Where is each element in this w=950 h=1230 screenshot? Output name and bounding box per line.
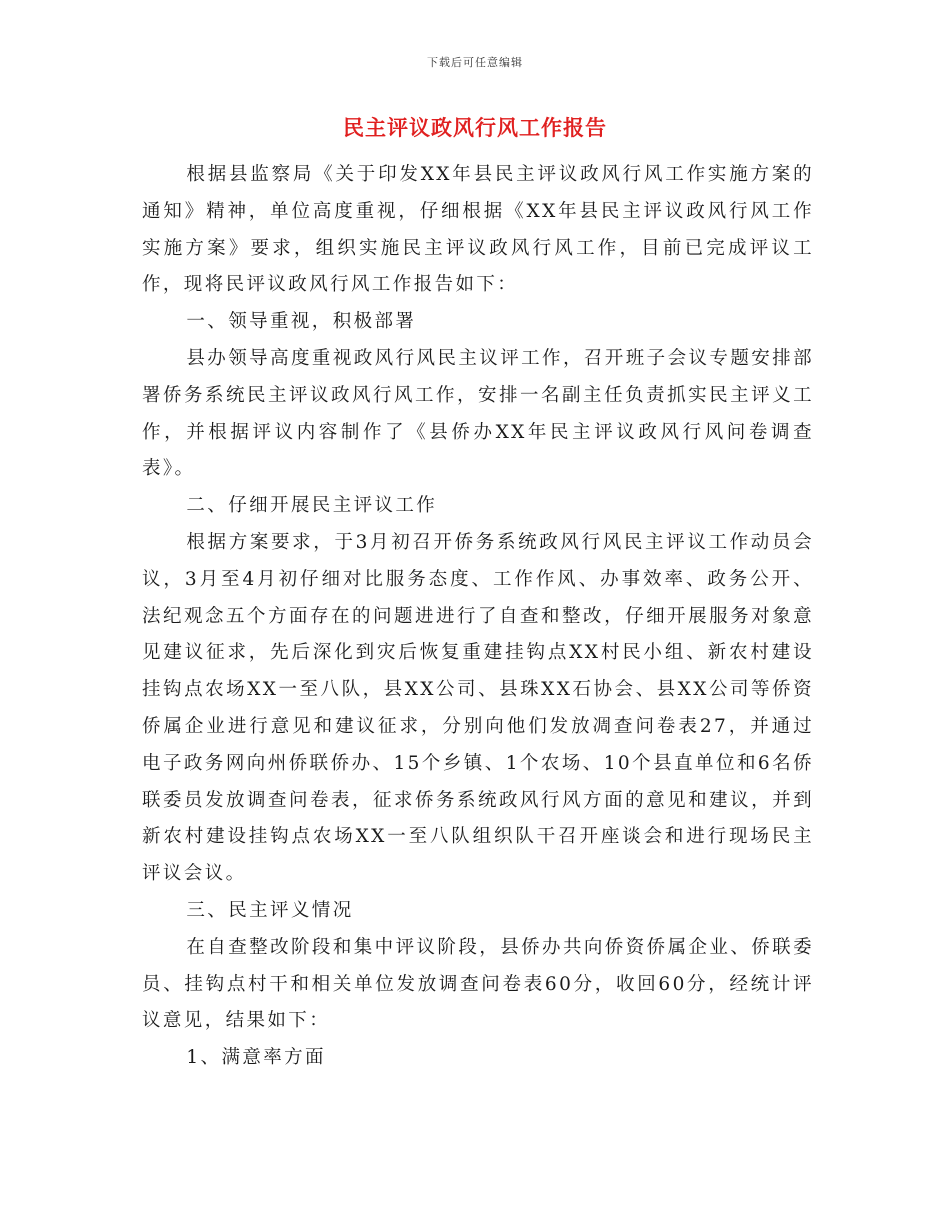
paragraph-section-1: 县办领导高度重视政风行风民主议评工作，召开班子会议专题安排部署侨务系统民主评议政风行风工作，安排一名副主任负责抓实民主评义工作，并根据评议内容制作了《县侨办XX年民主评议政风行风问卷调查表》。 (142, 347, 814, 480)
document-body (142, 157, 814, 1077)
section-heading-1: 一、领导重视，积极部署 (186, 311, 417, 333)
paragraph-section-3: 在自查整改阶段和集中评议阶段，县侨办共向侨资侨属企业、侨联委员、挂钩点村干和相关单位发放调查问卷表60分，收回60分，经统计评议意见，结果如下： (142, 936, 814, 1032)
page-header-note: 下载后可任意编辑 (427, 56, 523, 69)
paragraph-intro: 根据县监察局《关于印发XX年县民主评议政风行风工作实施方案的通知》精神，单位高度重视，仔细根据《XX年县民主评议政风行风工作实施方案》要求，组织实施民主评议政风行风工作，目前已完成评议工作，现将民评议政风行风工作报告如下： (142, 164, 814, 296)
paragraph-section-2: 根据方案要求，于3月初召开侨务系统政风行风民主评议工作动员会议，3月至4月初仔细对比服务态度、工作作风、办事效率、政务公开、法纪观念五个方面存在的问题进进行了自查和整改，仔细开展服务对象意见建议征求，先后深化到灾后恢复重建挂钩点XX村民小组、新农村建设挂钩点农场XX一至八队，县XX公司、县珠XX石协会、县XX公司等侨资侨属企业进行意见和建议征求，分别向他们发放凋查问卷表27，并通过电子政务网向州侨联侨办、15个乡镇、1个农场、10个县直单位和6名侨联委员发放调查问卷表，征求侨务系统政风行风方面的意见和建议，并到新农村建设挂钩点农场XX一至八队组织队干召开座谈会和进行现场民主评议会议。 (142, 531, 814, 885)
subsection-heading-1: 1、满意率方面 (186, 1047, 326, 1069)
document-title: 民主评议政风行风工作报告 (343, 115, 607, 140)
section-heading-2: 二、仔细开展民主评议工作 (186, 495, 438, 517)
section-heading-3: 三、民主评义情况 (186, 899, 354, 921)
